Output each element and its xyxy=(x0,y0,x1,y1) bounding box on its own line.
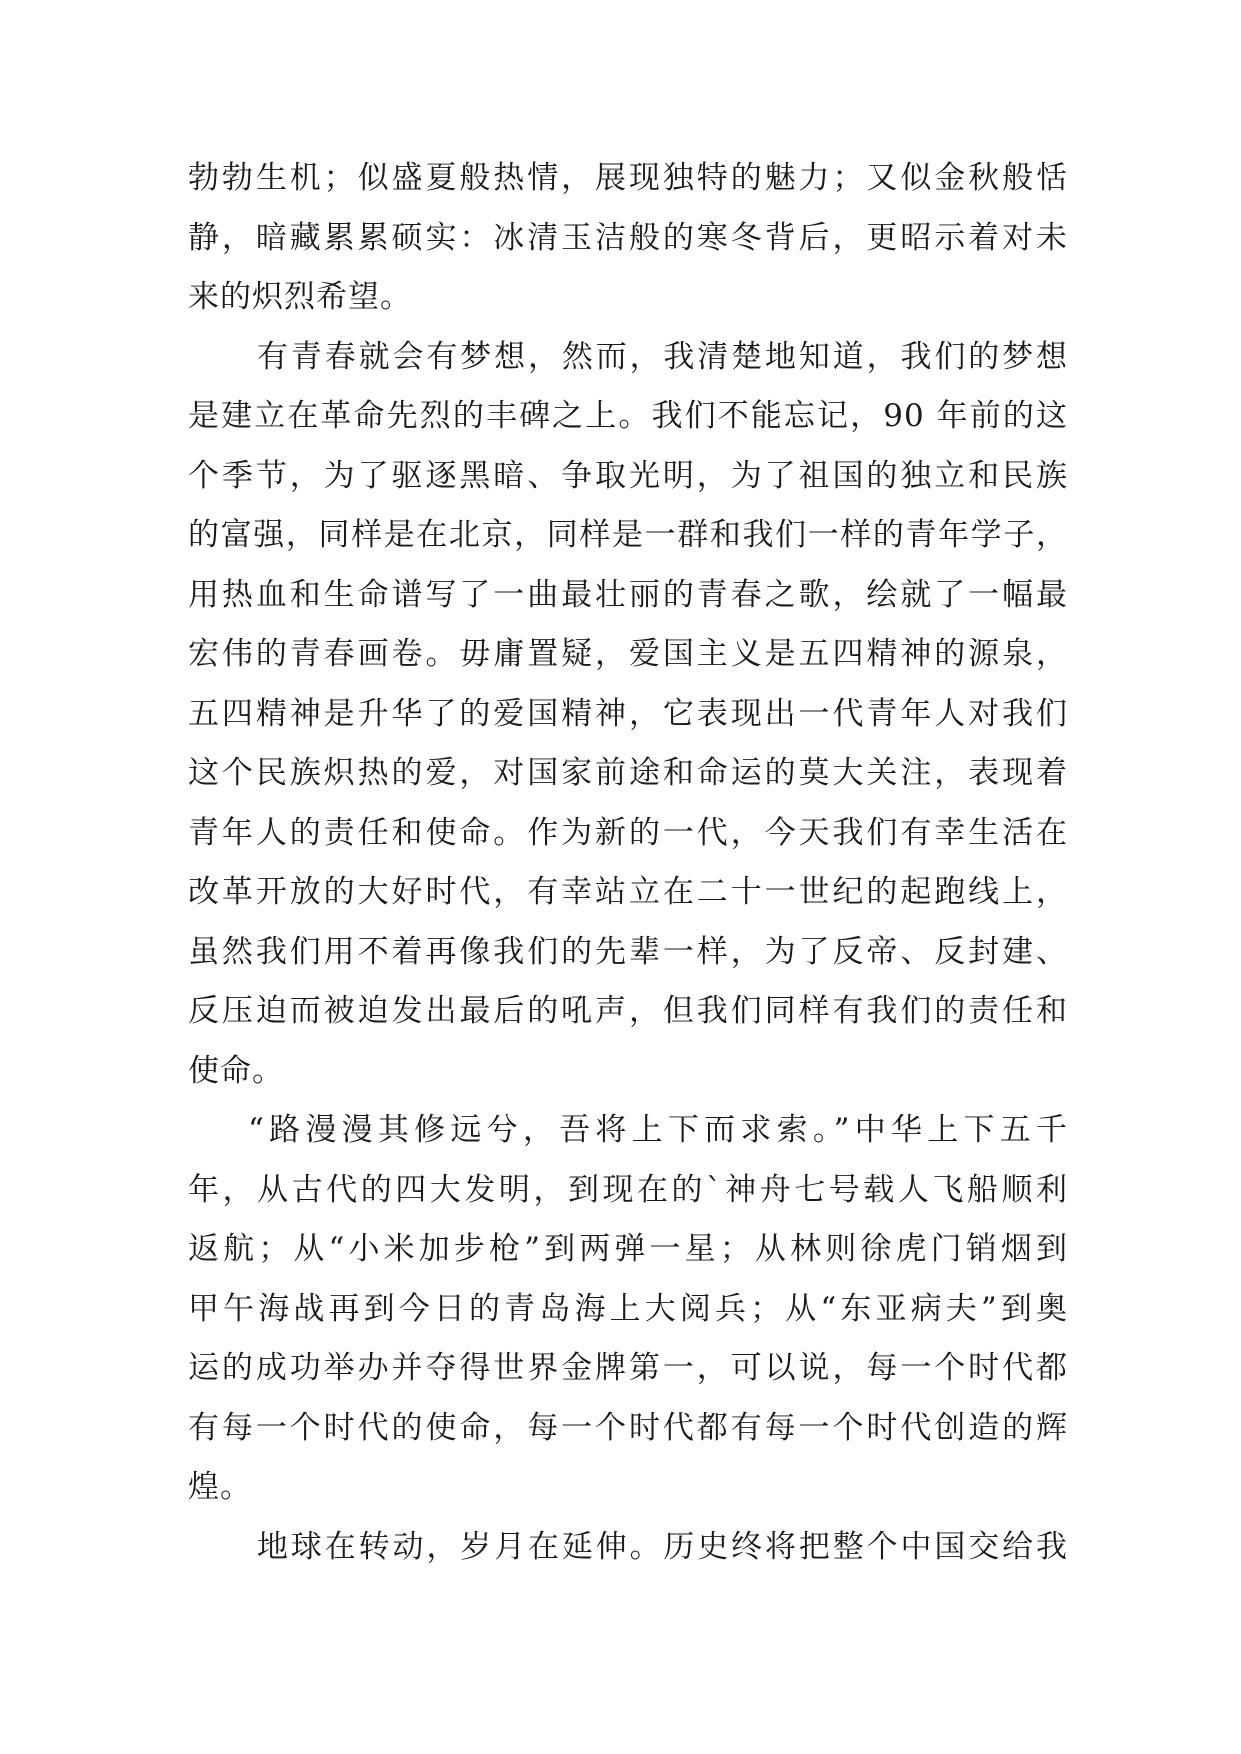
text-line: 来的炽烈希望。 xyxy=(188,279,412,315)
text-line: 勃勃生机；似盛夏般热情，展现独特的魅力；又似金秋般恬 xyxy=(188,160,1068,196)
paragraph-start-line: 有青春就会有梦想，然而，我清楚地知道，我们的梦想 xyxy=(257,338,1068,375)
paragraph-start-line: “路漫漫其修远兮，吾将上下而求索。”中华上下五千 xyxy=(248,1112,1068,1148)
text-line: 甲午海战再到今日的青岛海上大阅兵；从“东亚病夫”到奥 xyxy=(188,1290,1068,1327)
text-line: 青年人的责任和使命。作为新的一代，今天我们有幸生活在 xyxy=(188,814,1068,851)
text-line: 有每一个时代的使命，每一个时代都有每一个时代创造的辉 xyxy=(188,1409,1068,1446)
text-line: 五四精神是升华了的爱国精神，它表现出一代青年人对我们 xyxy=(188,695,1068,732)
text-line: 是建立在革命先烈的丰碑之上。我们不能忘记，90 年前的这 xyxy=(188,398,1068,434)
text-line: 煌。 xyxy=(188,1469,252,1505)
text-line: 年，从古代的四大发明，到现在的`神舟七号载人飞船顺利 xyxy=(188,1171,1068,1208)
text-line: 静，暗藏累累硕实：冰清玉洁般的寒冬背后，更昭示着对未 xyxy=(188,219,1068,256)
text-line: 这个民族炽热的爱，对国家前途和命运的莫大关注，表现着 xyxy=(188,755,1068,791)
text-line: 个季节，为了驱逐黑暗、争取光明，为了祖国的独立和民族 xyxy=(188,457,1068,494)
text-line: 反压迫而被迫发出最后的吼声，但我们同样有我们的责任和 xyxy=(188,993,1068,1029)
text-line: 用热血和生命谱写了一曲最壮丽的青春之歌，绘就了一幅最 xyxy=(188,576,1068,613)
text-line: 宏伟的青春画卷。毋庸置疑，爱国主义是五四精神的源泉， xyxy=(188,636,1068,672)
paragraph-start-line: 地球在转动，岁月在延伸。历史终将把整个中国交给我 xyxy=(257,1528,1068,1565)
text-line: 运的成功举办并夺得世界金牌第一，可以说，每一个时代都 xyxy=(188,1350,1068,1386)
document-body xyxy=(188,158,1068,1586)
text-line: 的富强，同样是在北京，同样是一群和我们一样的青年学子， xyxy=(188,517,1068,553)
text-line: 改革开放的大好时代，有幸站立在二十一世纪的起跑线上， xyxy=(188,874,1068,910)
text-line: 使命。 xyxy=(188,1052,284,1089)
text-line: 虽然我们用不着再像我们的先辈一样，为了反帝、反封建、 xyxy=(188,933,1068,970)
text-line: 返航；从“小米加步枪”到两弹一星；从林则徐虎门销烟到 xyxy=(188,1231,1068,1267)
